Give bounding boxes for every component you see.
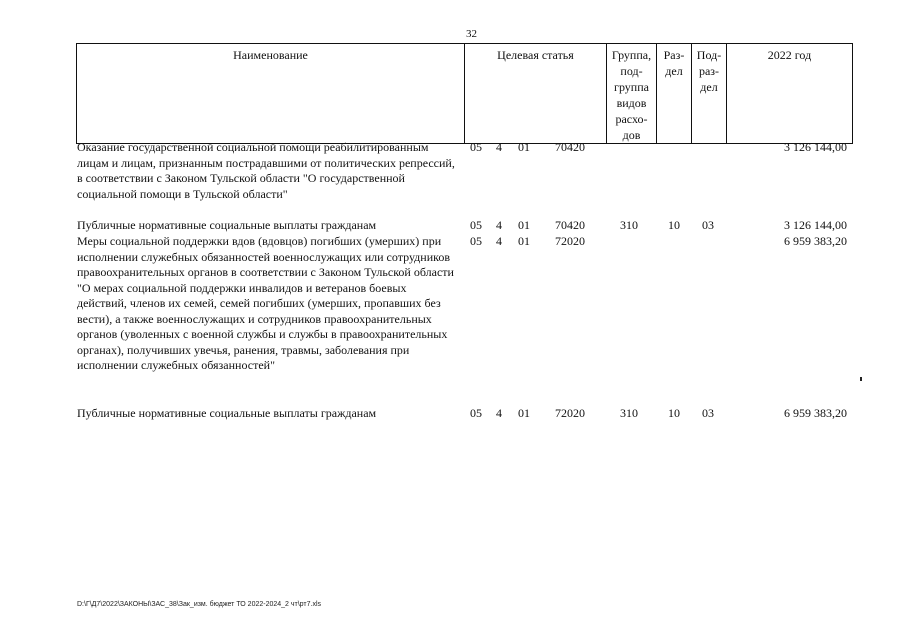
header-year: 2022 год — [727, 44, 853, 144]
row-subsection: 03 — [702, 218, 714, 232]
row-code-c: 01 — [518, 234, 530, 248]
row-code-b: 4 — [496, 140, 502, 154]
row-amount: 6 959 383,20 — [784, 406, 847, 420]
row-code-d: 72020 — [555, 406, 585, 420]
row-code-d: 70420 — [555, 140, 585, 154]
page-number: 32 — [466, 28, 477, 40]
row-code-d: 72020 — [555, 234, 585, 248]
row-name: Публичные нормативные социальные выплаты гражданам — [77, 218, 377, 232]
row-amount: 3 126 144,00 — [784, 218, 847, 232]
row-section: 10 — [668, 218, 680, 232]
row-section: 10 — [668, 406, 680, 420]
row-group: 310 — [620, 406, 638, 420]
header-name: Наименование — [77, 44, 465, 144]
header-expense-group: Группа, под- группа видов расхо- дов — [607, 44, 657, 144]
row-code-b: 4 — [496, 218, 502, 232]
row-name: Меры социальной поддержки вдов (вдовцов) погибших (умерших) при исполнении служебных обязанностей военнослужащих или сотрудников правоохранительных органов в соответствии с Законом Тульской области "О мерах социальной поддержки инвалидов и ветеранов боевых действий, членов их семей, семей погибших (умерших, пропавших без вести), а также военнослужащих и сотрудников правоохранительных органов (уволенных с военной службы и службы в правоохранительных органах), получивших увечья, ранения, травмы, заболевания при исполнении служебных обязанностей" — [77, 234, 454, 372]
row-group: 310 — [620, 218, 638, 232]
row-subsection: 03 — [702, 406, 714, 420]
row-code-b: 4 — [496, 234, 502, 248]
row-name: Оказание государственной социальной помощи реабилитированным лицам и лицам, признанным пострадавшими от политических репрессий, в соответствии с Законом Тульской области "О государственной социальной помощи в Тульской области" — [77, 140, 455, 201]
row-code-c: 01 — [518, 406, 530, 420]
row-code-d: 70420 — [555, 218, 585, 232]
header-subsection: Под- раз- дел — [692, 44, 727, 144]
row-amount: 3 126 144,00 — [784, 140, 847, 154]
row-code-a: 05 — [470, 218, 482, 232]
scan-mark — [860, 377, 862, 381]
header-target-article: Целевая статья — [465, 44, 607, 144]
row-name: Публичные нормативные социальные выплаты гражданам — [77, 406, 377, 420]
footer-file-path: D:\Г\Д7\2022\ЗАКОНЫ\ЗАС_38\Зак_изм. бюджет ТО 2022-2024_2 чт\рт7.xls — [77, 601, 322, 608]
header-section: Раз- дел — [657, 44, 692, 144]
row-code-a: 05 — [470, 234, 482, 248]
row-code-c: 01 — [518, 140, 530, 154]
row-amount: 6 959 383,20 — [784, 234, 847, 248]
row-code-a: 05 — [470, 406, 482, 420]
row-code-b: 4 — [496, 406, 502, 420]
row-code-a: 05 — [470, 140, 482, 154]
row-code-c: 01 — [518, 218, 530, 232]
